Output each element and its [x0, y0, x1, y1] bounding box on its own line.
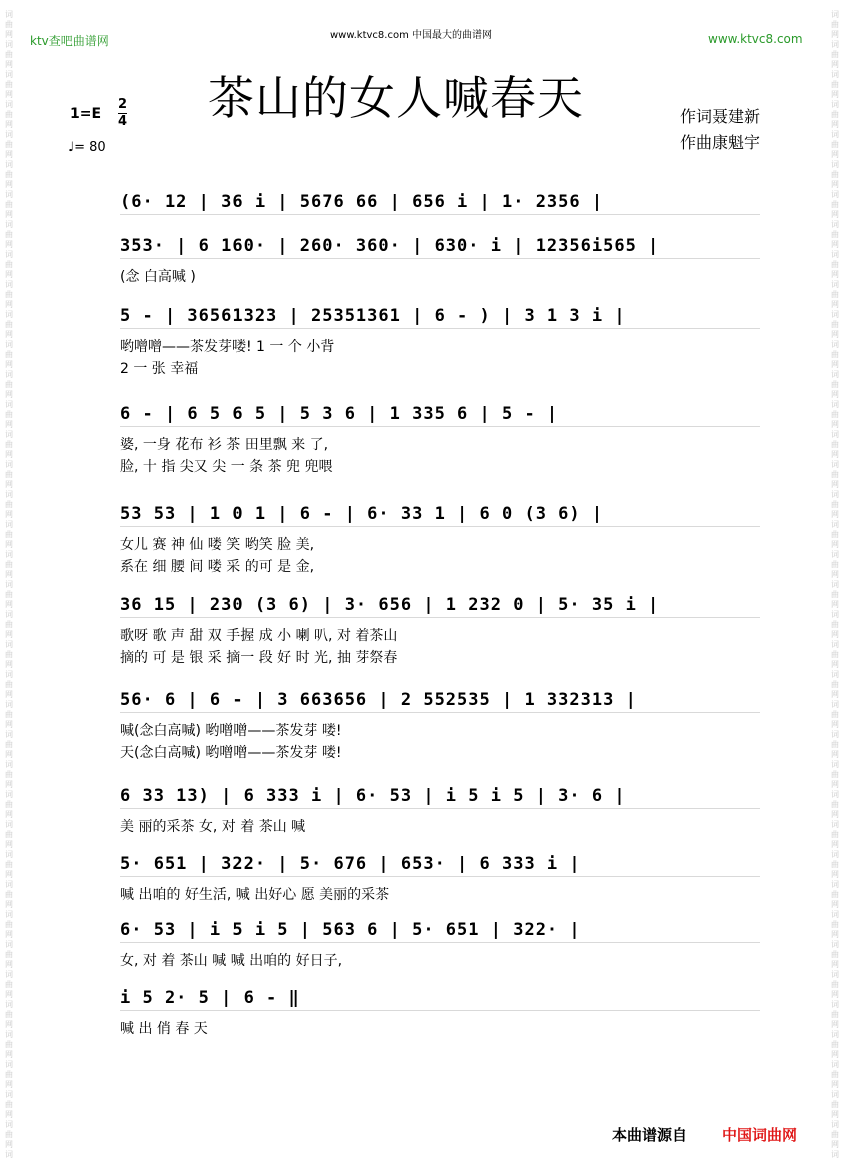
- watermark-glyph: 网: [5, 1020, 13, 1029]
- watermark-glyph: 词: [831, 130, 839, 139]
- watermark-glyph: 词: [5, 820, 13, 829]
- notation-line: 6· 53 | i 5 i 5 | 563 6 | 5· 651 | 322· |: [120, 920, 581, 940]
- watermark-glyph: 词: [5, 730, 13, 739]
- watermark-glyph: 词: [831, 1000, 839, 1009]
- site-name-left: ktv查吧曲谱网: [30, 34, 109, 48]
- watermark-glyph: 曲: [831, 1040, 839, 1049]
- watermark-glyph: 曲: [5, 1130, 13, 1139]
- watermark-glyph: 词: [831, 700, 839, 709]
- watermark-glyph: 网: [5, 570, 13, 579]
- watermark-glyph: 词: [831, 1150, 839, 1159]
- watermark-glyph: 网: [831, 600, 839, 609]
- watermark-glyph: 词: [831, 310, 839, 319]
- watermark-glyph: 词: [831, 1090, 839, 1099]
- watermark-glyph: 曲: [831, 290, 839, 299]
- watermark-glyph: 网: [831, 780, 839, 789]
- notation-line: 5· 651 | 322· | 5· 676 | 653· | 6 333 i |: [120, 854, 581, 874]
- watermark-glyph: 词: [831, 1120, 839, 1129]
- watermark-glyph: 网: [5, 1140, 13, 1149]
- watermark-glyph: 曲: [831, 890, 839, 899]
- watermark-glyph: 网: [831, 90, 839, 99]
- watermark-glyph: 网: [831, 810, 839, 819]
- watermark-glyph: 词: [831, 70, 839, 79]
- watermark-glyph: 词: [831, 490, 839, 499]
- beam-rule: [120, 942, 760, 943]
- watermark-glyph: 词: [831, 190, 839, 199]
- beam-rule: [120, 876, 760, 877]
- lyric-line: 2 一 张 幸福: [120, 361, 199, 377]
- watermark-glyph: 词: [5, 40, 13, 49]
- watermark-glyph: 曲: [831, 950, 839, 959]
- watermark-glyph: 网: [831, 960, 839, 969]
- notation-line: (6· 12 | 36 i | 5676 66 | 656 i | 1· 2356 |: [120, 192, 604, 212]
- watermark-glyph: 曲: [5, 1040, 13, 1049]
- watermark-glyph: 曲: [831, 470, 839, 479]
- lyricist-credit: 作词聂建新: [680, 107, 761, 126]
- watermark-glyph: 词: [5, 280, 13, 289]
- watermark-glyph: 曲: [831, 800, 839, 809]
- watermark-glyph: 网: [831, 60, 839, 69]
- watermark-glyph: 词: [831, 40, 839, 49]
- tempo-marking: ♩= 80: [68, 140, 106, 155]
- watermark-glyph: 词: [831, 640, 839, 649]
- watermark-glyph: 网: [5, 990, 13, 999]
- watermark-glyph: 网: [5, 60, 13, 69]
- lyric-line: (念 白高喊 ): [120, 269, 196, 285]
- watermark-glyph: 曲: [5, 620, 13, 629]
- watermark-glyph: 网: [831, 630, 839, 639]
- watermark-glyph: 曲: [5, 20, 13, 29]
- watermark-glyph: 词: [5, 250, 13, 259]
- watermark-glyph: 曲: [5, 860, 13, 869]
- watermark-glyph: 网: [5, 930, 13, 939]
- watermark-glyph: 曲: [5, 500, 13, 509]
- watermark-glyph: 网: [5, 150, 13, 159]
- watermark-glyph: 词: [5, 880, 13, 889]
- watermark-glyph: 曲: [5, 140, 13, 149]
- watermark-glyph: 词: [5, 970, 13, 979]
- beam-rule: [120, 712, 760, 713]
- watermark-glyph: 曲: [5, 1010, 13, 1019]
- watermark-glyph: 词: [831, 1060, 839, 1069]
- watermark-glyph: 词: [5, 1090, 13, 1099]
- watermark-glyph: 词: [831, 730, 839, 739]
- lyric-line: 系在 细 腰 间 喽 采 的可 是 金,: [120, 559, 315, 575]
- watermark-glyph: 词: [5, 520, 13, 529]
- watermark-glyph: 网: [5, 810, 13, 819]
- lyric-line: 歌呀 歌 声 甜 双 手握 成 小 喇 叭, 对 着茶山: [120, 628, 398, 644]
- watermark-glyph: 网: [5, 660, 13, 669]
- lyric-line: 喊 出 俏 春 天: [120, 1021, 208, 1037]
- watermark-glyph: 词: [5, 580, 13, 589]
- watermark-glyph: 词: [831, 430, 839, 439]
- watermark-glyph: 曲: [831, 1070, 839, 1079]
- watermark-glyph: 词: [831, 940, 839, 949]
- watermark-glyph: 网: [5, 420, 13, 429]
- watermark-glyph: 词: [5, 10, 13, 19]
- notation-line: 353· | 6 160· | 260· 360· | 630· i | 12356i565 |: [120, 236, 660, 256]
- watermark-glyph: 词: [831, 610, 839, 619]
- watermark-glyph: 网: [831, 990, 839, 999]
- watermark-glyph: 曲: [5, 410, 13, 419]
- watermark-glyph: 词: [5, 1000, 13, 1009]
- watermark-glyph: 曲: [5, 560, 13, 569]
- watermark-glyph: 词: [831, 880, 839, 889]
- watermark-glyph: 网: [831, 1080, 839, 1089]
- watermark-glyph: 词: [5, 1120, 13, 1129]
- watermark-glyph: 网: [5, 1110, 13, 1119]
- watermark-glyph: 曲: [831, 980, 839, 989]
- left-watermark-strip: [2, 0, 16, 1172]
- composer-credit: 作曲康魁宇: [680, 133, 761, 152]
- source-label: 本曲谱源自: [612, 1126, 688, 1144]
- watermark-glyph: 网: [5, 720, 13, 729]
- watermark-glyph: 词: [831, 850, 839, 859]
- watermark-glyph: 网: [831, 930, 839, 939]
- watermark-glyph: 网: [5, 840, 13, 849]
- watermark-glyph: 网: [831, 330, 839, 339]
- watermark-glyph: 网: [5, 330, 13, 339]
- watermark-glyph: 网: [5, 300, 13, 309]
- watermark-glyph: 网: [831, 1110, 839, 1119]
- watermark-glyph: 词: [5, 1150, 13, 1159]
- watermark-glyph: 曲: [5, 260, 13, 269]
- watermark-glyph: 曲: [831, 410, 839, 419]
- watermark-glyph: 曲: [831, 260, 839, 269]
- watermark-glyph: 词: [5, 790, 13, 799]
- lyric-line: 婆, 一身 花布 衫 茶 田里飘 来 了,: [120, 437, 329, 453]
- watermark-glyph: 词: [831, 580, 839, 589]
- watermark-glyph: 网: [831, 120, 839, 129]
- watermark-glyph: 词: [5, 370, 13, 379]
- watermark-glyph: 曲: [5, 830, 13, 839]
- watermark-glyph: 词: [5, 940, 13, 949]
- key-signature: 1=E: [70, 106, 102, 122]
- watermark-glyph: 网: [831, 1140, 839, 1149]
- watermark-glyph: 网: [5, 480, 13, 489]
- watermark-glyph: 词: [831, 550, 839, 559]
- watermark-glyph: 网: [831, 240, 839, 249]
- watermark-glyph: 网: [5, 600, 13, 609]
- lyric-line: 美 丽的采茶 女, 对 着 茶山 喊: [120, 819, 306, 835]
- watermark-glyph: 词: [831, 370, 839, 379]
- watermark-glyph: 曲: [831, 770, 839, 779]
- watermark-glyph: 词: [831, 970, 839, 979]
- watermark-glyph: 网: [831, 30, 839, 39]
- beam-rule: [120, 426, 760, 427]
- watermark-glyph: 网: [5, 900, 13, 909]
- watermark-glyph: 词: [5, 310, 13, 319]
- watermark-glyph: 网: [5, 960, 13, 969]
- watermark-glyph: 网: [5, 210, 13, 219]
- watermark-glyph: 曲: [831, 110, 839, 119]
- watermark-glyph: 曲: [5, 80, 13, 89]
- watermark-glyph: 词: [5, 490, 13, 499]
- right-watermark-strip: [828, 0, 842, 1172]
- watermark-glyph: 词: [5, 400, 13, 409]
- lyric-line: 女儿 赛 神 仙 喽 笑 哟笑 脸 美,: [120, 537, 315, 553]
- watermark-glyph: 网: [831, 210, 839, 219]
- watermark-glyph: 词: [5, 550, 13, 559]
- watermark-glyph: 网: [5, 540, 13, 549]
- watermark-glyph: 词: [831, 520, 839, 529]
- watermark-glyph: 网: [831, 1020, 839, 1029]
- watermark-glyph: 网: [831, 450, 839, 459]
- watermark-glyph: 网: [831, 300, 839, 309]
- watermark-glyph: 网: [831, 840, 839, 849]
- watermark-glyph: 网: [5, 510, 13, 519]
- watermark-glyph: 曲: [831, 20, 839, 29]
- watermark-glyph: 网: [831, 510, 839, 519]
- lyric-line: 天(念白高喊) 哟噌噌——茶发芽 喽!: [120, 745, 342, 761]
- watermark-glyph: 曲: [5, 200, 13, 209]
- watermark-glyph: 曲: [831, 590, 839, 599]
- watermark-glyph: 曲: [831, 170, 839, 179]
- time-sig-top: 2: [118, 97, 128, 112]
- watermark-glyph: 词: [5, 640, 13, 649]
- notation-line: i 5 2· 5 | 6 - ‖: [120, 988, 300, 1008]
- watermark-glyph: 曲: [5, 470, 13, 479]
- watermark-glyph: 词: [831, 280, 839, 289]
- lyric-line: 摘的 可 是 银 采 摘一 段 好 时 光, 抽 芽祭春: [120, 650, 398, 666]
- watermark-glyph: 曲: [831, 740, 839, 749]
- watermark-glyph: 词: [831, 340, 839, 349]
- watermark-glyph: 网: [831, 420, 839, 429]
- watermark-glyph: 词: [5, 340, 13, 349]
- watermark-glyph: 词: [5, 700, 13, 709]
- watermark-glyph: 曲: [831, 200, 839, 209]
- watermark-glyph: 曲: [831, 1010, 839, 1019]
- watermark-glyph: 曲: [831, 530, 839, 539]
- watermark-glyph: 网: [831, 270, 839, 279]
- time-sig-bottom: 4: [118, 114, 128, 129]
- lyric-line: 喊(念白高喊) 哟噌噌——茶发芽 喽!: [120, 723, 342, 739]
- song-title: 茶山的女人喊春天: [208, 71, 584, 125]
- beam-rule: [120, 617, 760, 618]
- watermark-glyph: 曲: [831, 500, 839, 509]
- watermark-glyph: 曲: [5, 320, 13, 329]
- watermark-glyph: 曲: [5, 800, 13, 809]
- beam-rule: [120, 328, 760, 329]
- watermark-glyph: 词: [5, 100, 13, 109]
- watermark-glyph: 曲: [831, 320, 839, 329]
- watermark-glyph: 词: [831, 10, 839, 19]
- watermark-glyph: 网: [5, 360, 13, 369]
- lyric-line: 喊 出咱的 好生活, 喊 出好心 愿 美丽的采茶: [120, 887, 390, 903]
- watermark-glyph: 曲: [831, 560, 839, 569]
- watermark-glyph: 网: [5, 690, 13, 699]
- watermark-glyph: 曲: [831, 710, 839, 719]
- beam-rule: [120, 214, 760, 215]
- beam-rule: [120, 1010, 760, 1011]
- watermark-glyph: 词: [5, 160, 13, 169]
- watermark-glyph: 词: [831, 460, 839, 469]
- watermark-glyph: 词: [5, 910, 13, 919]
- watermark-glyph: 曲: [831, 380, 839, 389]
- watermark-glyph: 曲: [5, 380, 13, 389]
- watermark-glyph: 网: [831, 750, 839, 759]
- watermark-glyph: 网: [831, 1050, 839, 1059]
- watermark-glyph: 网: [5, 120, 13, 129]
- watermark-glyph: 网: [831, 720, 839, 729]
- watermark-glyph: 网: [831, 570, 839, 579]
- watermark-glyph: 网: [5, 270, 13, 279]
- watermark-glyph: 曲: [5, 590, 13, 599]
- watermark-glyph: 词: [831, 220, 839, 229]
- watermark-glyph: 网: [831, 690, 839, 699]
- watermark-glyph: 词: [831, 250, 839, 259]
- watermark-glyph: 曲: [831, 830, 839, 839]
- watermark-glyph: 词: [5, 220, 13, 229]
- lyric-line: 哟噌噌——茶发芽喽! 1 一 个 小背: [120, 339, 335, 355]
- watermark-glyph: 词: [5, 670, 13, 679]
- watermark-glyph: 词: [831, 670, 839, 679]
- watermark-glyph: 曲: [831, 1100, 839, 1109]
- watermark-glyph: 网: [831, 180, 839, 189]
- watermark-glyph: 曲: [5, 530, 13, 539]
- watermark-glyph: 词: [5, 460, 13, 469]
- notation-line: 56· 6 | 6 - | 3 663656 | 2 552535 | 1 332313 |: [120, 690, 637, 710]
- watermark-glyph: 曲: [5, 1070, 13, 1079]
- watermark-glyph: 曲: [831, 860, 839, 869]
- watermark-glyph: 词: [5, 760, 13, 769]
- notation-line: 53 53 | 1 0 1 | 6 - | 6· 33 1 | 6 0 (3 6) |: [120, 504, 604, 524]
- watermark-glyph: 网: [831, 660, 839, 669]
- watermark-glyph: 词: [5, 1060, 13, 1069]
- watermark-glyph: 网: [5, 750, 13, 759]
- watermark-glyph: 曲: [831, 680, 839, 689]
- watermark-glyph: 网: [831, 900, 839, 909]
- watermark-glyph: 词: [831, 1030, 839, 1039]
- watermark-glyph: 曲: [831, 80, 839, 89]
- watermark-glyph: 网: [5, 390, 13, 399]
- watermark-glyph: 曲: [5, 350, 13, 359]
- watermark-glyph: 曲: [5, 650, 13, 659]
- watermark-glyph: 曲: [831, 440, 839, 449]
- watermark-glyph: 网: [5, 90, 13, 99]
- watermark-glyph: 词: [831, 100, 839, 109]
- time-signature: [118, 98, 127, 129]
- watermark-glyph: 曲: [831, 350, 839, 359]
- watermark-glyph: 网: [831, 360, 839, 369]
- watermark-glyph: 词: [831, 910, 839, 919]
- watermark-glyph: 词: [5, 70, 13, 79]
- watermark-glyph: 曲: [5, 770, 13, 779]
- watermark-glyph: 网: [5, 780, 13, 789]
- watermark-glyph: 曲: [831, 50, 839, 59]
- beam-rule: [120, 808, 760, 809]
- source-name: 中国词曲网: [722, 1126, 798, 1144]
- site-url-right: www.ktvc8.com: [708, 32, 803, 46]
- watermark-glyph: 网: [5, 180, 13, 189]
- lyric-line: 脸, 十 指 尖又 尖 一 条 茶 兜 兜喂: [120, 459, 333, 475]
- watermark-glyph: 网: [831, 870, 839, 879]
- watermark-glyph: 曲: [5, 740, 13, 749]
- watermark-glyph: 曲: [5, 680, 13, 689]
- watermark-glyph: 曲: [5, 890, 13, 899]
- watermark-glyph: 词: [831, 820, 839, 829]
- watermark-glyph: 词: [5, 1030, 13, 1039]
- watermark-glyph: 曲: [5, 710, 13, 719]
- watermark-glyph: 曲: [831, 230, 839, 239]
- watermark-glyph: 网: [5, 240, 13, 249]
- watermark-glyph: 曲: [5, 440, 13, 449]
- watermark-glyph: 词: [831, 400, 839, 409]
- watermark-glyph: 网: [831, 390, 839, 399]
- watermark-glyph: 曲: [5, 950, 13, 959]
- watermark-glyph: 曲: [831, 1130, 839, 1139]
- watermark-glyph: 曲: [831, 920, 839, 929]
- watermark-glyph: 词: [5, 850, 13, 859]
- watermark-glyph: 词: [5, 190, 13, 199]
- notation-line: 36 15 | 230 (3 6) | 3· 656 | 1 232 0 | 5· 35 i |: [120, 595, 660, 615]
- watermark-glyph: 曲: [5, 50, 13, 59]
- watermark-glyph: 词: [5, 610, 13, 619]
- watermark-glyph: 曲: [5, 170, 13, 179]
- watermark-glyph: 曲: [5, 290, 13, 299]
- watermark-glyph: 曲: [5, 1100, 13, 1109]
- watermark-glyph: 曲: [5, 920, 13, 929]
- watermark-glyph: 网: [5, 870, 13, 879]
- watermark-glyph: 曲: [831, 650, 839, 659]
- watermark-glyph: 网: [5, 1080, 13, 1089]
- watermark-glyph: 曲: [831, 140, 839, 149]
- watermark-glyph: 曲: [5, 230, 13, 239]
- watermark-glyph: 曲: [5, 980, 13, 989]
- watermark-glyph: 网: [5, 1050, 13, 1059]
- notation-line: 6 33 13) | 6 333 i | 6· 53 | i 5 i 5 | 3· 6 |: [120, 786, 626, 806]
- watermark-glyph: 网: [831, 480, 839, 489]
- watermark-glyph: 词: [831, 160, 839, 169]
- watermark-glyph: 网: [5, 630, 13, 639]
- watermark-glyph: 词: [831, 790, 839, 799]
- watermark-glyph: 词: [5, 130, 13, 139]
- watermark-glyph: 网: [5, 450, 13, 459]
- notation-line: 6 - | 6 5 6 5 | 5 3 6 | 1 335 6 | 5 - |: [120, 404, 559, 424]
- site-name-center: www.ktvc8.com 中国最大的曲谱网: [330, 30, 493, 41]
- watermark-glyph: 曲: [5, 110, 13, 119]
- watermark-glyph: 词: [831, 760, 839, 769]
- notation-line: 5 - | 36561323 | 25351361 | 6 - ) | 3 1 3 i |: [120, 306, 626, 326]
- lyric-line: 女, 对 着 茶山 喊 喊 出咱的 好日子,: [120, 953, 343, 969]
- watermark-glyph: 网: [831, 150, 839, 159]
- beam-rule: [120, 258, 760, 259]
- beam-rule: [120, 526, 760, 527]
- watermark-glyph: 网: [5, 30, 13, 39]
- watermark-glyph: 曲: [831, 620, 839, 629]
- watermark-glyph: 词: [5, 430, 13, 439]
- watermark-glyph: 网: [831, 540, 839, 549]
